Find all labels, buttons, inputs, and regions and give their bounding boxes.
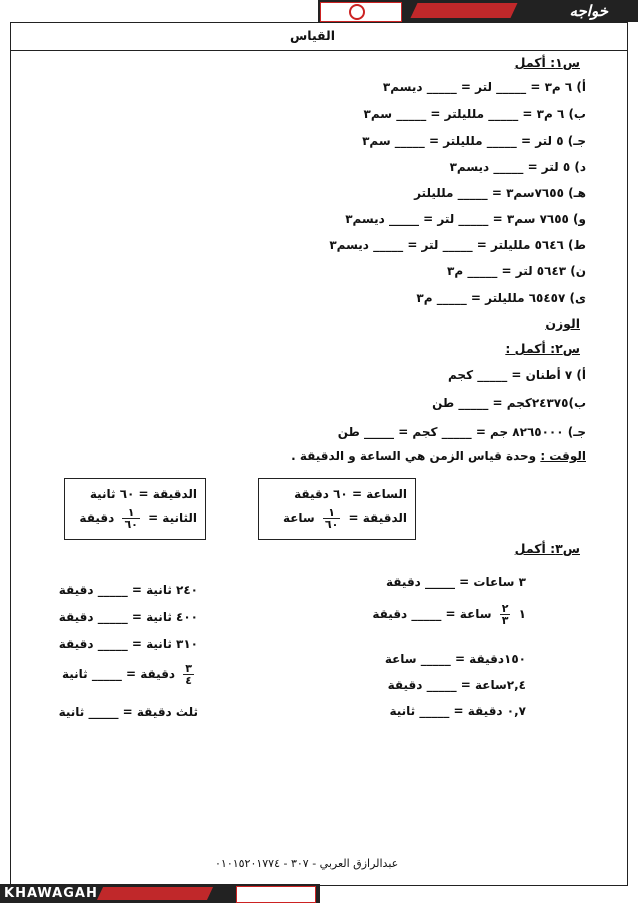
q3-left-1: ٢٤٠ ثانية = _____ دقيقة bbox=[58, 583, 198, 597]
q1-item-e: هـ) ٧٦٥٥سم٣ = _____ ملليلتر bbox=[414, 186, 586, 200]
bottom-logo bbox=[236, 886, 316, 903]
q1-item-c: جـ) ٥ لتر = _____ ملليلتر = _____ سم٣ bbox=[362, 134, 586, 148]
frac-num: ٢ bbox=[501, 602, 509, 615]
footer-page: - ٣٠٧ - bbox=[283, 857, 317, 870]
start-logo bbox=[320, 2, 402, 22]
q2-heading: س٢: أكمل : bbox=[505, 341, 580, 356]
footer-line bbox=[215, 857, 398, 870]
box-right-prefix: الدقيقة = bbox=[348, 511, 407, 525]
clock-icon bbox=[349, 4, 365, 20]
box-left-line1: الدقيقة = ٦٠ ثانية bbox=[89, 487, 197, 501]
q3-right-5: ٠,٧ دقيقة = _____ ثانية bbox=[389, 704, 526, 718]
q1-item-i: ى) ٦٥٤٥٧ ملليلتر = _____ م٣ bbox=[416, 291, 586, 305]
box-left-fraction bbox=[122, 507, 139, 530]
red-stripe bbox=[411, 3, 518, 18]
q1-item-a: أ) ٦ م٣ = _____ لتر = _____ ديسم٣ bbox=[382, 80, 586, 94]
q2-item-c: جـ) ٨٢٦٥٠٠٠ جم = _____ كجم = _____ طن bbox=[337, 425, 586, 439]
top-banner bbox=[318, 0, 638, 22]
q3-right-3: ١٥٠دقيقة = _____ ساعة bbox=[384, 652, 526, 666]
q1-heading: س١: أكمل bbox=[514, 55, 580, 70]
footer-phone: ٠١٠١٥٢٠١٧٧٤ bbox=[215, 857, 280, 870]
time-intro-line bbox=[291, 449, 586, 463]
frac-num: ٣ bbox=[185, 662, 192, 675]
frac-den: ٦٠ bbox=[324, 518, 339, 531]
frac-num: ١ bbox=[328, 506, 335, 519]
q2-item-b: ب)٢٤٣٧٥كجم = _____ طن bbox=[432, 396, 586, 410]
frac-den: ٤ bbox=[185, 674, 192, 687]
box-left-suffix: دقيقة bbox=[79, 511, 115, 525]
frac-den: ٣ bbox=[501, 614, 509, 627]
red-stripe bbox=[97, 887, 213, 900]
q2-item-a: أ) ٧ أطنان = _____ كجم bbox=[448, 368, 586, 382]
q3-right-2-suffix: ساعة = _____ دقيقة bbox=[372, 607, 492, 621]
q3-left-4-fraction bbox=[183, 663, 194, 686]
q3-right-2-whole: ١ bbox=[518, 607, 526, 621]
q3-heading: س٣: أكمل bbox=[514, 541, 580, 556]
q1-item-h: ن) ٥٦٤٣ لتر = _____ م٣ bbox=[447, 264, 586, 278]
box-minute-second bbox=[64, 478, 206, 540]
box-right-line2 bbox=[283, 507, 407, 530]
frac-den: ٦٠ bbox=[124, 518, 138, 531]
frac-num: ١ bbox=[127, 506, 135, 519]
time-heading: الوقت : bbox=[540, 449, 586, 463]
box-right-suffix: ساعة bbox=[282, 511, 315, 525]
footer-author: عبدالرازق العربي bbox=[319, 857, 399, 870]
q3-left-4 bbox=[62, 663, 198, 686]
bottom-banner bbox=[0, 884, 320, 903]
box-left-prefix: الثانية = bbox=[148, 511, 197, 525]
q1-item-d: د) ٥ لتر = _____ ديسم٣ bbox=[449, 160, 586, 174]
title-rule bbox=[10, 50, 628, 51]
box-right-line1: الساعة = ٦٠ دقيقة bbox=[294, 487, 407, 501]
q3-left-3: ٣١٠ ثانية = _____ دقيقة bbox=[58, 637, 198, 651]
q3-left-2: ٤٠٠ ثانية = _____ دقيقة bbox=[58, 610, 198, 624]
box-right-fraction bbox=[323, 507, 340, 530]
box-hour-minute bbox=[258, 478, 416, 540]
q3-right-1: ٣ ساعات = _____ دقيقة bbox=[386, 575, 526, 589]
q3-left-4-suffix: دقيقة = _____ ثانية bbox=[61, 667, 176, 681]
brand-top: خواجه bbox=[569, 2, 608, 20]
box-left-line2 bbox=[79, 507, 197, 530]
q3-left-5: ثلث دقيقة = _____ ثانية bbox=[58, 705, 198, 719]
brand-bottom: KHAWAGAH bbox=[4, 886, 98, 901]
q3-right-2 bbox=[372, 603, 526, 626]
q1-item-b: ب) ٦ م٣ = _____ ملليلتر = _____ سم٣ bbox=[363, 107, 586, 121]
q1-item-g: ط) ٥٦٤٦ ملليلتر = _____ لتر = _____ ديسم٣ bbox=[329, 238, 586, 252]
q3-right-4: ٢,٤ساعة = _____ دقيقة bbox=[387, 678, 526, 692]
q3-right-2-fraction bbox=[500, 603, 511, 626]
page-title: القياس bbox=[290, 28, 336, 43]
weight-heading: الوزن bbox=[545, 316, 580, 331]
q1-item-f: و) ٧٦٥٥ سم٣ = _____ لتر = _____ ديسم٣ bbox=[345, 212, 586, 226]
time-intro: وحدة قياس الزمن هي الساعة و الدقيقة . bbox=[291, 449, 537, 463]
